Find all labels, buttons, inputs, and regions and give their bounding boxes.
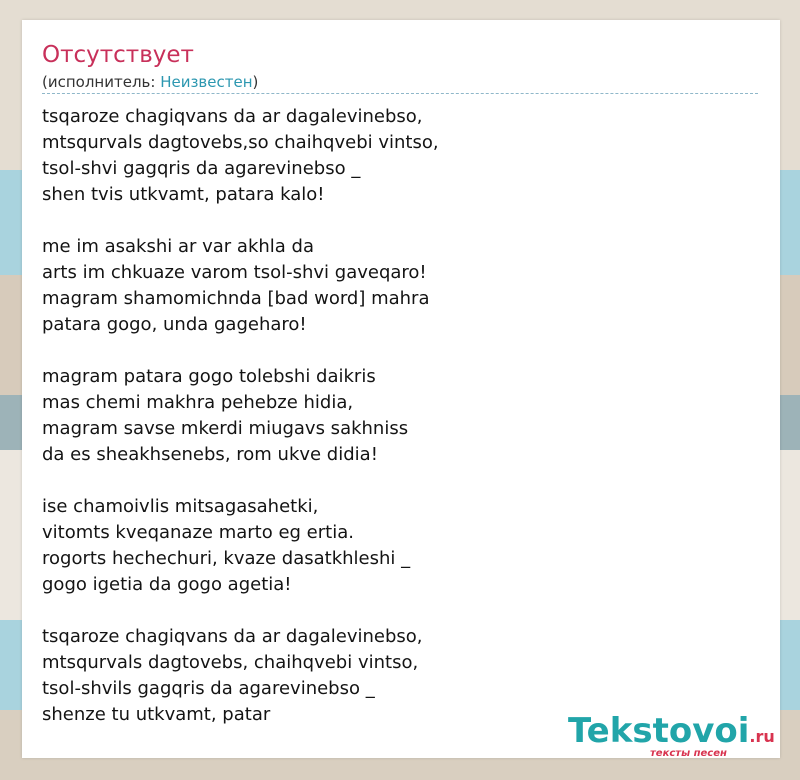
artist-prefix: (исполнитель: — [42, 73, 161, 91]
lyrics-line: patara gogo, unda gageharo! — [42, 314, 307, 335]
song-title: Отсутствует — [42, 42, 194, 68]
logo-main: Tekstovoi — [568, 711, 750, 751]
lyrics-line: magram shamomichnda [bad word] mahra — [42, 288, 430, 309]
logo-tagline: тексты песен — [650, 748, 727, 759]
lyrics-line: magram patara gogo tolebshi daikris — [42, 366, 376, 387]
lyrics-line: da es sheakhsenebs, rom ukve didia! — [42, 444, 378, 465]
lyrics-line: rogorts hechechuri, kvaze dasatkhleshi _ — [42, 548, 411, 569]
lyrics-line: magram savse mkerdi miugavs sakhniss — [42, 418, 409, 439]
lyrics-line: mas chemi makhra pehebze hidia, — [42, 392, 354, 413]
lyrics-line: tsqaroze chagiqvans da ar dagalevinebso, — [42, 106, 423, 127]
logo-tld: .ru — [749, 727, 775, 746]
lyrics-line: shenze tu utkvamt, patar — [42, 704, 271, 725]
lyrics-line: mtsqurvals dagtovebs,so chaihqvebi vintso, — [42, 132, 439, 153]
lyrics-line: tsqaroze chagiqvans da ar dagalevinebso, — [42, 626, 423, 647]
lyrics-line: arts im chkuaze varom tsol-shvi gaveqaro! — [42, 262, 427, 283]
lyrics-line: gogo igetia da gogo agetia! — [42, 574, 292, 595]
artist-link[interactable]: Неизвестен — [160, 73, 253, 91]
artist-line — [42, 73, 258, 91]
lyrics-line: shen tvis utkvamt, patara kalo! — [42, 184, 325, 205]
lyrics-card — [22, 20, 780, 758]
lyrics-line: tsol-shvi gagqris da agarevinebso _ — [42, 158, 361, 179]
lyrics-line: vitomts kveqanaze marto eg ertia. — [42, 522, 354, 543]
lyrics-line: mtsqurvals dagtovebs, chaihqvebi vintso, — [42, 652, 419, 673]
lyrics-line: tsol-shvils gagqris da agarevinebso _ — [42, 678, 375, 699]
lyrics-line: me im asakshi ar var akhla da — [42, 236, 314, 257]
artist-suffix: ) — [252, 73, 259, 91]
lyrics-line: ise chamoivlis mitsagasahetki, — [42, 496, 319, 517]
divider — [42, 93, 758, 94]
lyrics-text — [42, 104, 742, 728]
